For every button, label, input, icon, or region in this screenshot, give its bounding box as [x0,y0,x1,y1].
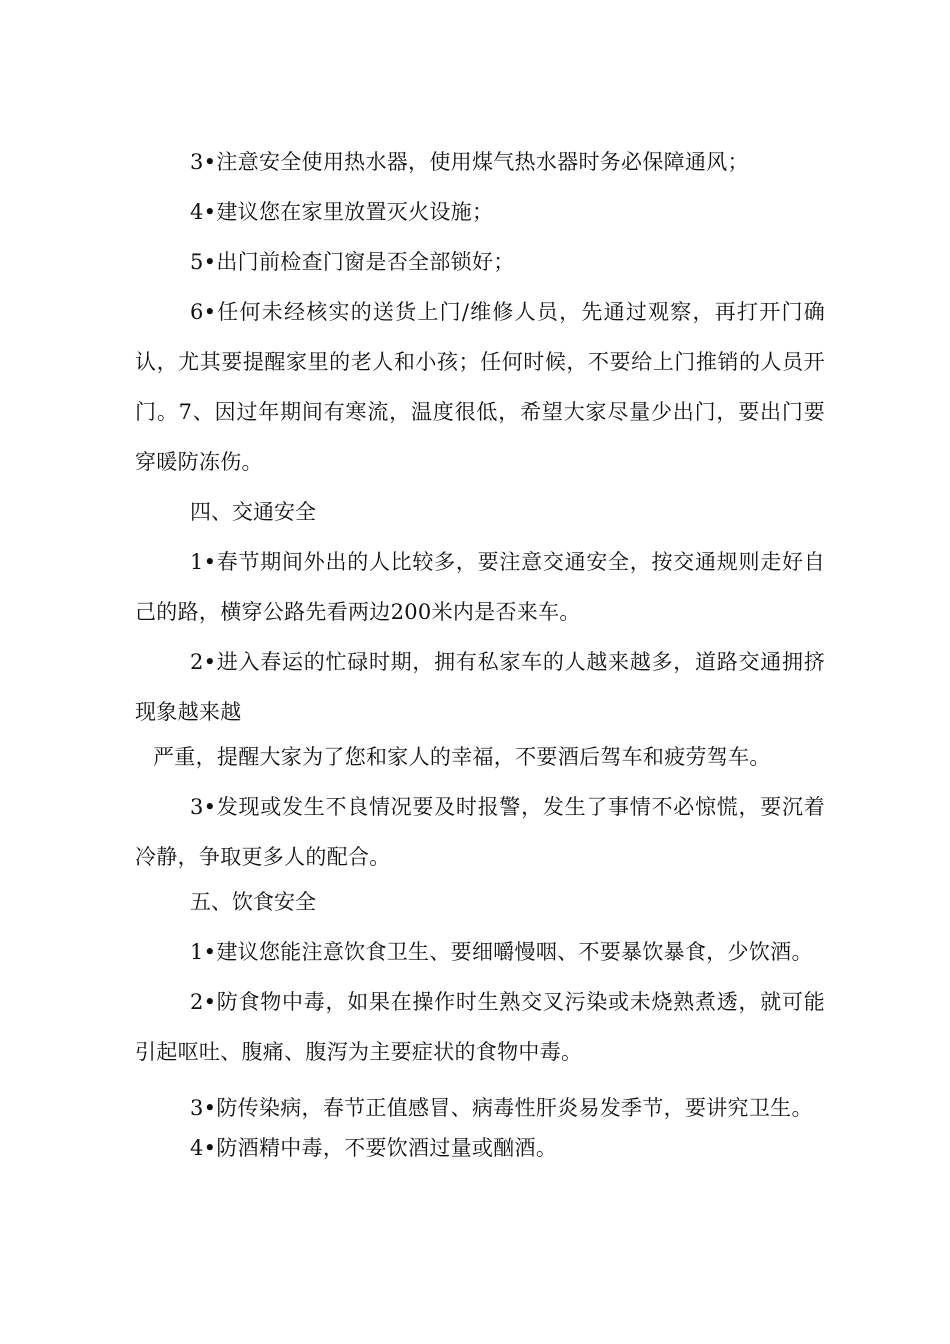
paragraph-traffic-1: 1•春节期间外出的人比较多，要注意交通安全，按交通规则走好自己的路，横穿公路先看两边200米内是否来车。 [135,550,825,624]
paragraph-food-2: 2•防食物中毒，如果在操作时生熟交叉污染或未烧熟煮透，就可能引起呕吐、腹痛、腹泻为主要症状的食物中毒。 [135,990,825,1064]
paragraph-traffic-2-continued: 严重，提醒大家为了您和家人的幸福，不要酒后驾车和疲劳驾车。 [153,745,771,769]
section-heading-traffic: 四、交通安全 [190,500,316,524]
paragraph-strangers: 6•任何未经核实的送货上门/维修人员，先通过观察，再打开门确认，尤其要提醒家里的老人和小孩；任何时候，不要给上门推销的人员开门。7、因过年期间有寒流，温度很低，希望大家尽量少出门，要出门要穿暖防冻伤。 [135,300,825,474]
paragraph-food-4: 4•防酒精中毒，不要饮酒过量或酗酒。 [190,1136,558,1160]
paragraph-food-3: 3•防传染病，春节正值感冒、病毒性肝炎易发季节，要讲究卫生。 [190,1096,813,1120]
paragraph-fire-extinguisher: 4•建议您在家里放置灭火设施； [190,200,494,224]
paragraph-lock-doors: 5•出门前检查门窗是否全部锁好； [190,250,515,274]
paragraph-traffic-3: 3•发现或发生不良情况要及时报警，发生了事情不必惊慌，要沉着冷静，争取更多人的配合。 [135,795,825,869]
paragraph-water-heater: 3•注意安全使用热水器，使用煤气热水器时务必保障通风； [190,150,749,174]
section-heading-food: 五、饮食安全 [190,890,316,914]
paragraph-traffic-2: 2•进入春运的忙碌时期，拥有私家车的人越来越多，道路交通拥挤现象越来越 [135,650,825,724]
paragraph-food-1: 1•建议您能注意饮食卫生、要细嚼慢咽、不要暴饮暴食，少饮酒。 [190,940,813,964]
